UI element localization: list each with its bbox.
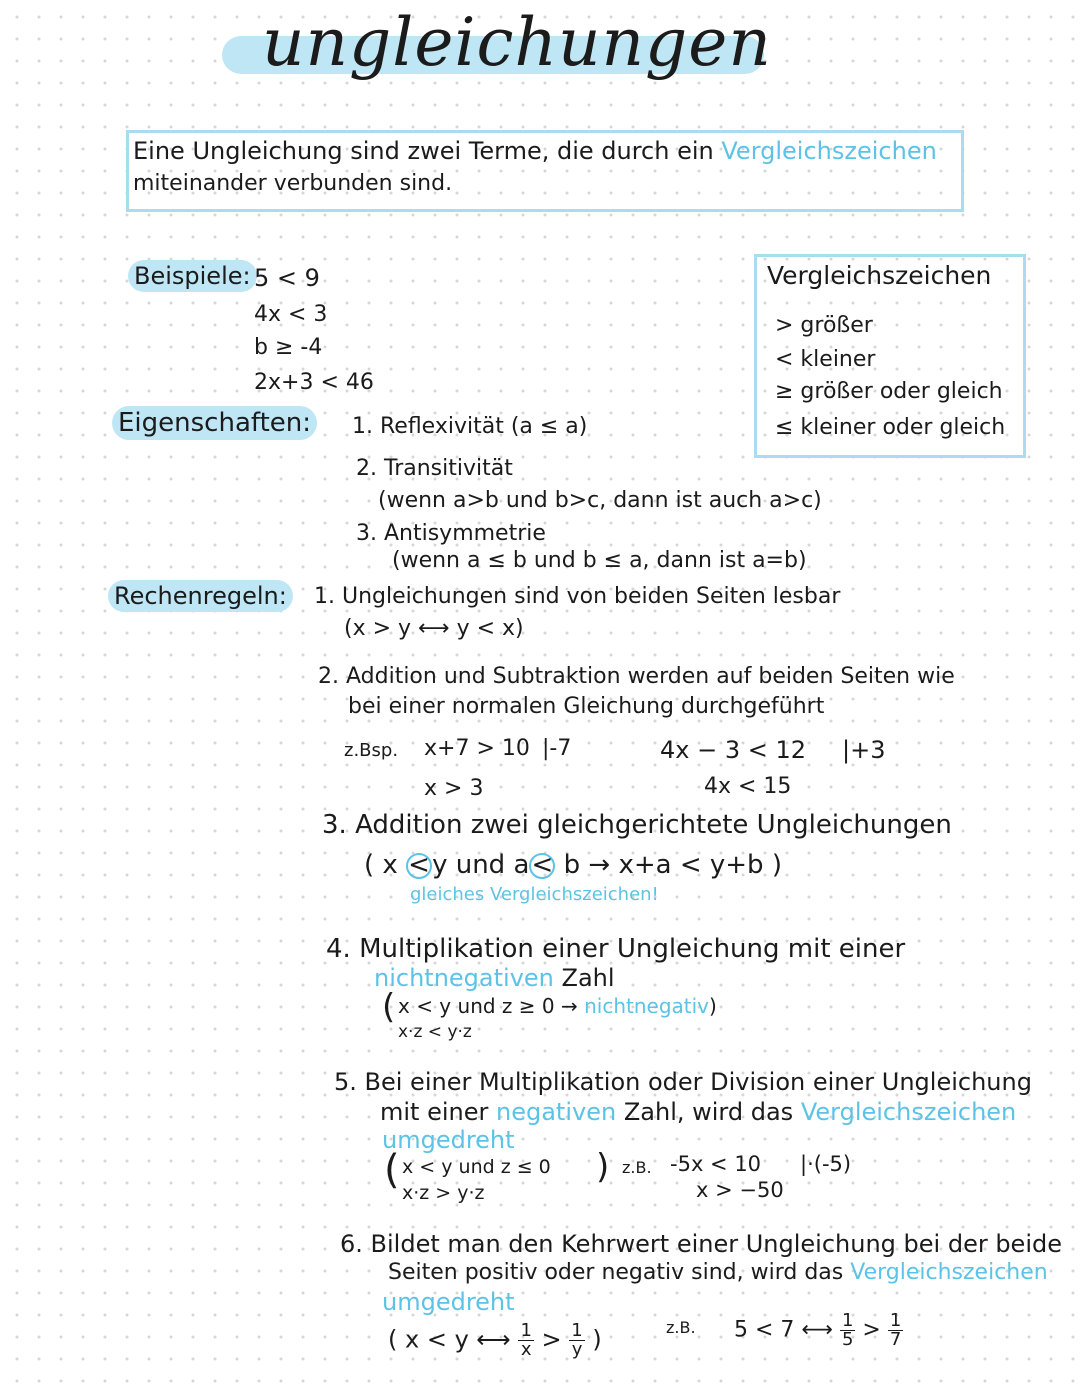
eigenschaften-label-text: Eigenschaften: [112, 406, 317, 440]
regel-2-example-1a-op: |-7 [542, 736, 572, 761]
fraction-denominator: 5 [841, 1329, 854, 1350]
vergleich-item-4: ≤ kleiner oder gleich [775, 415, 1006, 440]
page-title: ungleichungen [262, 4, 772, 81]
vergleich-item-3: ≥ größer oder gleich [775, 379, 1003, 404]
regel-6-example [734, 1312, 903, 1349]
regel-6-formula-open: ( x < y ⟷ [388, 1325, 511, 1354]
definition-line-2: miteinander verbunden sind. [133, 171, 453, 196]
regel-2-line-2: bei einer normalen Gleichung durchgeführt [348, 694, 825, 719]
eigenschaften-label [112, 408, 317, 438]
rechenregeln-label [108, 582, 293, 610]
fraction-denominator: x [520, 1339, 532, 1360]
beispiele-label-text: Beispiele: [128, 260, 257, 292]
regel-5-line-1: 5. Bei einer Multiplikation oder Division einer Ungleichung [334, 1068, 1032, 1096]
regel-3-title: 3. Addition zwei gleichgerichtete Ungleichungen [322, 810, 952, 840]
definition-box [126, 130, 964, 212]
regel-5-example-1: -5x < 10 [670, 1152, 762, 1176]
regel-2-example-2a-op: |+3 [842, 736, 886, 764]
definition-line-1 [133, 137, 937, 165]
fraction-numerator: 1 [841, 1310, 854, 1331]
regel-4-word: Zahl [561, 964, 615, 992]
regel-4-formula-1c: nichtnegativ [584, 994, 710, 1018]
regel-6-formula [388, 1322, 602, 1359]
regel-4-formula-1: x < y und z ≥ 0 → nichtnegativ) [398, 994, 717, 1018]
regel-2-line-1: 2. Addition und Subtraktion werden auf beiden Seiten wie [318, 664, 955, 689]
regel-2-example-label: z.Bsp. [344, 740, 399, 761]
regel-3-middle: y und a [432, 850, 530, 880]
regel-5-brace-open: ( [384, 1147, 400, 1193]
regel-5-line-3: umgedreht [382, 1126, 515, 1154]
regel-2-example-2b: 4x < 15 [704, 774, 792, 799]
fraction-numerator: 1 [520, 1320, 532, 1341]
regel-5-example-2: x > −50 [696, 1178, 784, 1202]
eigenschaft-reflexivitaet: 1. Reflexivität (a ≤ a) [352, 414, 588, 439]
eigenschaft-transitivitaet-title: 2. Transitivität [356, 456, 513, 481]
regel-6-example-fraction-1 [840, 1312, 855, 1349]
regel-6-line-2b: Vergleichszeichen [850, 1260, 1048, 1285]
regel-3-formula [364, 850, 782, 880]
regel-6-example-gt: > [862, 1317, 881, 1343]
regel-5-line-2a: mit einer [380, 1098, 489, 1126]
definition-text: Eine Ungleichung sind zwei Terme, die durch ein [133, 137, 714, 165]
beispiele-label [128, 262, 257, 290]
regel-6-example-label: z.B. [666, 1318, 696, 1337]
regel-2-example-1a: x+7 > 10 [424, 736, 530, 761]
regel-6-formula-gt: > [541, 1325, 562, 1354]
regel-4-line-1: 4. Multiplikation einer Ungleichung mit einer [326, 934, 906, 964]
regel-6-line-2 [388, 1260, 1048, 1285]
beispiel-item-3: b ≥ -4 [254, 335, 323, 360]
regel-5-line-2d: Vergleichszeichen [800, 1098, 1017, 1126]
definition-highlight: Vergleichszeichen [721, 137, 937, 165]
regel-5-line-2b: negativen [496, 1098, 617, 1126]
beispiel-item-4: 2x+3 < 46 [254, 370, 374, 395]
regel-6-formula-close: ) [592, 1325, 602, 1354]
rechenregeln-label-text: Rechenregeln: [108, 580, 293, 612]
vergleichszeichen-title: Vergleichszeichen [767, 261, 992, 290]
fraction-denominator: y [571, 1339, 583, 1360]
regel-6-fraction-2 [569, 1322, 584, 1359]
regel-5-line-2c: Zahl, wird das [623, 1098, 794, 1126]
fraction-numerator: 1 [889, 1310, 902, 1331]
eigenschaft-transitivitaet-text: (wenn a>b und b>c, dann ist auch a>c) [378, 488, 822, 513]
regel-1-formula: (x > y ⟷ y < x) [344, 616, 524, 641]
regel-4-line-2 [374, 964, 615, 992]
vergleich-item-2: < kleiner [775, 347, 876, 372]
regel-5-example-1-op: |·(-5) [800, 1152, 852, 1176]
eigenschaft-antisymmetrie-title: 3. Antisymmetrie [356, 521, 546, 546]
regel-4-formula-1a: x < y [398, 994, 452, 1018]
regel-6-line-2a: Seiten positiv oder negativ sind, wird das [388, 1260, 844, 1285]
regel-3-circled-sign-1: < [406, 853, 432, 879]
regel-5-formula-1: x < y und z ≤ 0 [402, 1156, 551, 1178]
vergleichszeichen-box [754, 254, 1026, 458]
fraction-numerator: 1 [571, 1320, 583, 1341]
regel-4-highlight: nichtnegativen [374, 964, 554, 992]
regel-3-open: ( x [364, 850, 398, 880]
regel-3-rest: b → x+a < y+b ) [563, 850, 782, 880]
regel-2-example-2a: 4x − 3 < 12 [660, 736, 807, 764]
regel-5-formula-2: x·z > y·z [402, 1182, 485, 1204]
regel-5-line-2 [380, 1098, 1016, 1126]
regel-4-formula-1b: und z ≥ 0 → [457, 994, 578, 1018]
regel-6-line-3: umgedreht [382, 1288, 515, 1316]
vergleich-item-1: > größer [775, 313, 873, 338]
regel-6-example-fraction-2 [888, 1312, 903, 1349]
eigenschaft-antisymmetrie-text: (wenn a ≤ b und b ≤ a, dann ist a=b) [392, 548, 807, 573]
regel-5-brace-close: ) [596, 1147, 610, 1187]
regel-1-title: 1. Ungleichungen sind von beiden Seiten lesbar [314, 584, 841, 609]
regel-6-example-text: 5 < 7 ⟷ [734, 1317, 833, 1343]
regel-5-example-label: z.B. [622, 1158, 652, 1177]
beispiel-item-2: 4x < 3 [254, 302, 328, 327]
regel-4-brace: ( [382, 987, 396, 1027]
regel-6-line-1: 6. Bildet man den Kehrwert einer Ungleichung bei der beide [340, 1230, 1062, 1258]
regel-2-example-1b: x > 3 [424, 776, 484, 801]
regel-4-formula-2: x·z < y·z [398, 1022, 472, 1042]
beispiel-item-1: 5 < 9 [254, 264, 320, 292]
regel-3-note: gleiches Vergleichszeichen! [410, 884, 659, 905]
regel-3-circled-sign-2: < [529, 853, 555, 879]
fraction-denominator: 7 [889, 1329, 902, 1350]
regel-6-fraction-1 [518, 1322, 533, 1359]
